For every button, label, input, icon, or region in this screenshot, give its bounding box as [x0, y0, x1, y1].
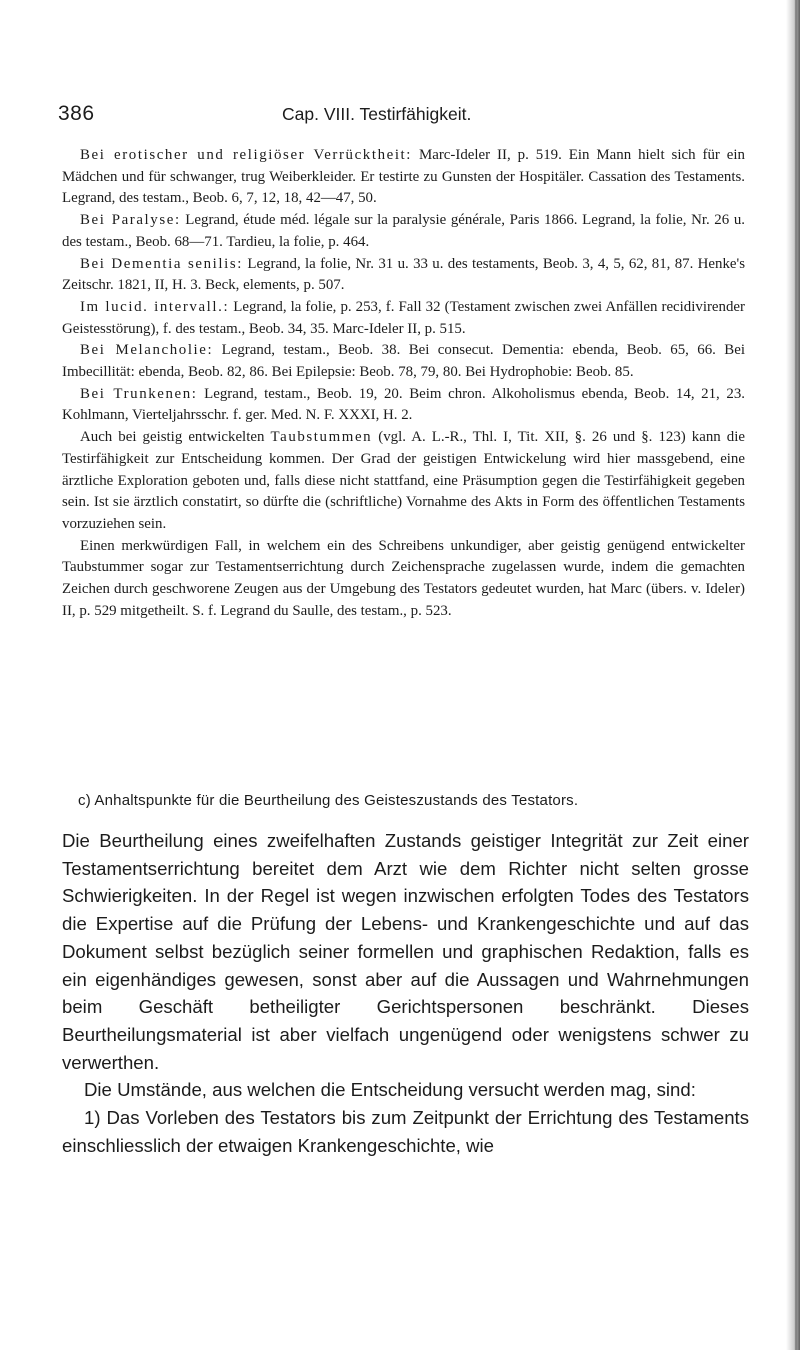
emphasized-term: Im lucid. intervall.: [80, 298, 230, 315]
main-text-section [62, 827, 749, 1159]
running-head: Cap. VIII. Testirfähigkeit. [282, 104, 472, 124]
paragraph-text: Legrand, étude méd. légale sur la paralysie générale, Paris 1866. Legrand, la folie, Nr. 26 u. des testam., Beob. 68—71. Tardieu, la folie, p. 464. [62, 212, 745, 250]
page-edge-line [795, 0, 797, 1350]
emphasized-term: Bei Paralyse: [80, 212, 181, 229]
emphasized-term: Bei erotischer und religiöser Verrücktheit: [80, 147, 413, 163]
paragraph-text: Einen merkwürdigen Fall, in welchem ein des Schreibens unkundiger, aber geistig genügend entwickelter Taubstummer sogar zur Testamentserrichtung durch Zeichensprache zugelassen wurde, indem die gemachten Zeichen durch geschworene Zeugen aus der Umgebung des Testators gedeutet wurden, hat Marc (übers. v. Ideler) II, p. 529 mitgetheilt. S. f. Legrand du Saulle, des testam., p. 523. [62, 537, 745, 619]
paragraph-dementia-senilis [62, 254, 745, 297]
main-paragraph-circumstances: Die Umstände, aus welchen die Entscheidung versucht werden mag, sind: [84, 1079, 696, 1101]
paragraph-text: Legrand, testam., Beob. 38. Bei consecut. Dementia: ebenda, Beob. 65, 66. Bei Imbecillität: ebenda, Beob. 82, 86. Bei Epilepsie: Beob. 78, 79, 80. Bei Hydrophobie: Beob. 85. [62, 342, 745, 381]
emphasized-term: Bei Trunkenen: [80, 385, 198, 402]
paragraph-paralysis [62, 210, 745, 253]
main-paragraph-item-1: 1) Das Vorleben des Testators bis zum Zeitpunkt der Errichtung des Testaments einschliesslich der etwaigen Krankengeschichte, wie [62, 1107, 749, 1156]
paragraph-deaf-mute [62, 427, 745, 536]
emphasized-term: Bei Dementia senilis: [80, 255, 244, 272]
paragraph-lucid-interval [62, 297, 745, 340]
paragraph-melancholia [62, 340, 745, 383]
small-print-section [62, 145, 745, 622]
emphasized-term: Taubstummen [270, 429, 373, 446]
paragraph-text: Auch bei geistig entwickelten [80, 429, 271, 446]
page-header [58, 102, 748, 132]
paragraph-text: Legrand, testam., Beob. 19, 20. Beim chron. Alkoholismus ebenda, Beob. 14, 21, 23. Kohlmann, Vierteljahrsschr. f. ger. Med. N. F. XXXI, H. 2. [62, 385, 745, 424]
page-number: 386 [58, 102, 95, 125]
paragraph-deaf-mute-case [62, 536, 745, 623]
paragraph-drunkards [62, 384, 745, 427]
paragraph-text: Legrand, la folie, Nr. 31 u. 33 u. des testaments, Beob. 3, 4, 5, 62, 81, 87. Henke's Zeitschr. 1821, II, H. 3. Beck, elements, p. 507. [62, 255, 745, 294]
paragraph-erotic-religious-insanity [62, 145, 745, 210]
paragraph-text: Legrand, la folie, p. 253, f. Fall 32 (Testament zwischen zwei Anfällen recidivirender Geistesstörung), f. des testam., Beob. 34, 35. Marc-Ideler II, p. 515. [62, 298, 745, 337]
page-edge-shadow [786, 0, 800, 1350]
paragraph-text: Marc-Ideler II, p. 519. Ein Mann hielt sich für ein Mädchen und für schwanger, trug Weiberkleider. Er testirte zu Gunsten der Hospitäler. Cassation des Testaments. Legrand, des testam., Beob. 6, 7, 12, 18, 42—47, 50. [62, 147, 745, 207]
emphasized-term: Bei Melancholie: [80, 342, 214, 359]
main-paragraph-intro: Die Beurtheilung eines zweifelhaften Zustands geistiger Integrität zur Zeit einer Testamentserrichtung bereitet dem Arzt wie dem Richter nicht selten grosse Schwierigkeiten. In der Regel ist wegen inzwischen erfolgten Todes des Testators die Expertise auf die Prüfung der Lebens- und Krankengeschichte und auf das Dokument selbst bezüglich seiner formellen und graphischen Redaktion, falls es ein eigenhändiges gewesen, sonst aber auf die Aussagen und Wahrnehmungen beim Geschäft betheiligter Gerichtspersonen beschränkt. Dieses Beurtheilungsmaterial ist aber vielfach ungenügend oder wenigstens schwer zu verwerthen. [62, 830, 749, 1073]
paragraph-text: (vgl. A. L.-R., Thl. I, Tit. XII, §. 26 und §. 123) kann die Testirfähigkeit zur Entscheidung kommen. Der Grad der geistigen Entwickelung wird hier massgebend, eine ärztliche Exploration geboten und, falls diese nicht stattfand, eine Präsumption gegen die Testirfähigkeit gegeben sein. Ist sie ärztlich constatirt, so dürfte die (schriftliche) Vornahme des Akts in Form des öffentlichen Testaments vorzuziehen sein. [62, 429, 745, 532]
section-subheading: c) Anhaltspunkte für die Beurtheilung des Geisteszustands des Testators. [78, 792, 579, 809]
